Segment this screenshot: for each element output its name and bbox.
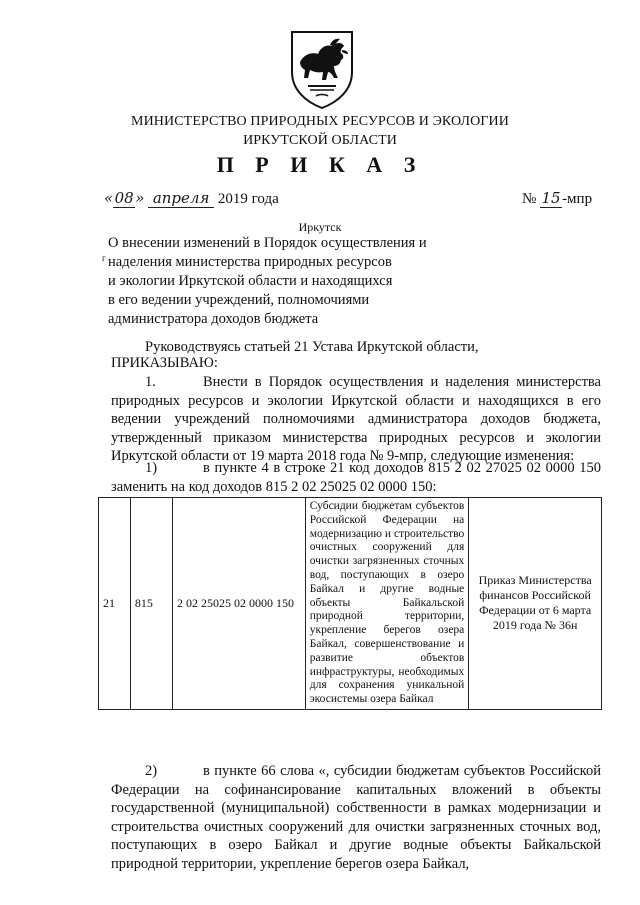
number-prefix: № [522,191,537,207]
date-day: 08 [114,189,134,207]
item-1-number: 1. [145,374,156,390]
subject-line-2: наделения министерства природных ресурсов [108,254,392,270]
subitem-2 [111,762,601,874]
order-word: ПРИКАЗЫВАЮ: [111,355,218,371]
order-date [104,189,279,208]
date-month: апреля [148,189,214,208]
number-value: 15 [541,189,561,207]
order-number [522,189,592,208]
subject-line-5: администратора доходов бюджета [108,311,319,327]
table-row [99,498,602,710]
subject-line-1: О внесении изменений в Порядок осуществления и [108,235,427,251]
subitem-1-number: 1) [145,460,158,476]
income-code-table [98,497,602,710]
date-close-quote: » [135,189,145,207]
item-1 [111,373,601,466]
cell-income-code: 2 02 25025 02 0000 150 [173,498,306,710]
subitem-2-number: 2) [145,763,158,779]
ministry-name [0,112,640,150]
ministry-line-1: МИНИСТЕРСТВО ПРИРОДНЫХ РЕСУРСОВ И ЭКОЛОГИИ [131,114,509,129]
irkutsk-coat-of-arms-icon [286,28,358,110]
cell-description: Субсидии бюджетам субъектов Российской Федерации на модернизацию и строительство очистных сооружений для очистки загрязненных сточных вод, поступающих в озеро Байкал и другие водные объекты Байкальской природной территории, укрепление берегов озера Байкал, совершенствование и развитие объектов инфраструктуры, необходимых для сохранения уникальной экосистемы озера Байкал [305,498,469,710]
corner-mark: г [102,253,106,263]
city-name: Иркутск [298,220,342,234]
subitem-1 [111,459,601,496]
order-subject [108,234,468,329]
date-open-quote: « [104,189,114,207]
date-year: 2019 года [217,191,279,207]
number-suffix: -мпр [562,191,593,207]
item-1-text: Внести в Порядок осуществления и наделения министерства природных ресурсов и экологии Иркутской области и находящихся в его ведении учреждений полномочиями администратора доходов бюджета, утвержденный приказом министерства природных ресурсов и экологии Иркутской области от 19 марта 2018 года № 9-мпр, следующие изменения: [111,374,601,465]
subitem-2-text: в пункте 66 слова «, субсидии бюджетам субъектов Российской Федерации на софинансирование капитальных вложений в объекты государственной (муниципальной) собственности в рамках модернизации и строительства очистных сооружений для очистки загрязненных сточных вод, поступающих в озеро Байкал и другие водные объекты Байкальской природной территории, укрепление берегов озера Байкал, [111,763,601,872]
subject-line-3: и экологии Иркутской области и находящихся [108,273,393,289]
cell-admin-code: 815 [130,498,172,710]
cell-row-number: 21 [99,498,131,710]
subitem-1-text: в пункте 4 в строке 21 код доходов 815 2 02 27025 02 0000 150 заменить на код доходов 815 2 02 25025 02 0000 150: [111,460,601,495]
subject-line-4: в его ведении учреждений, полномочиями [108,292,370,308]
order-title: П Р И К А З [216,152,424,177]
ministry-line-2: ИРКУТСКОЙ ОБЛАСТИ [243,133,397,148]
intro-paragraph: Руководствуясь статьей 21 Устава Иркутской области, [145,339,479,355]
cell-legal-basis: Приказ Министерства финансов Российской Федерации от 6 марта 2019 года № 36н [469,498,602,710]
